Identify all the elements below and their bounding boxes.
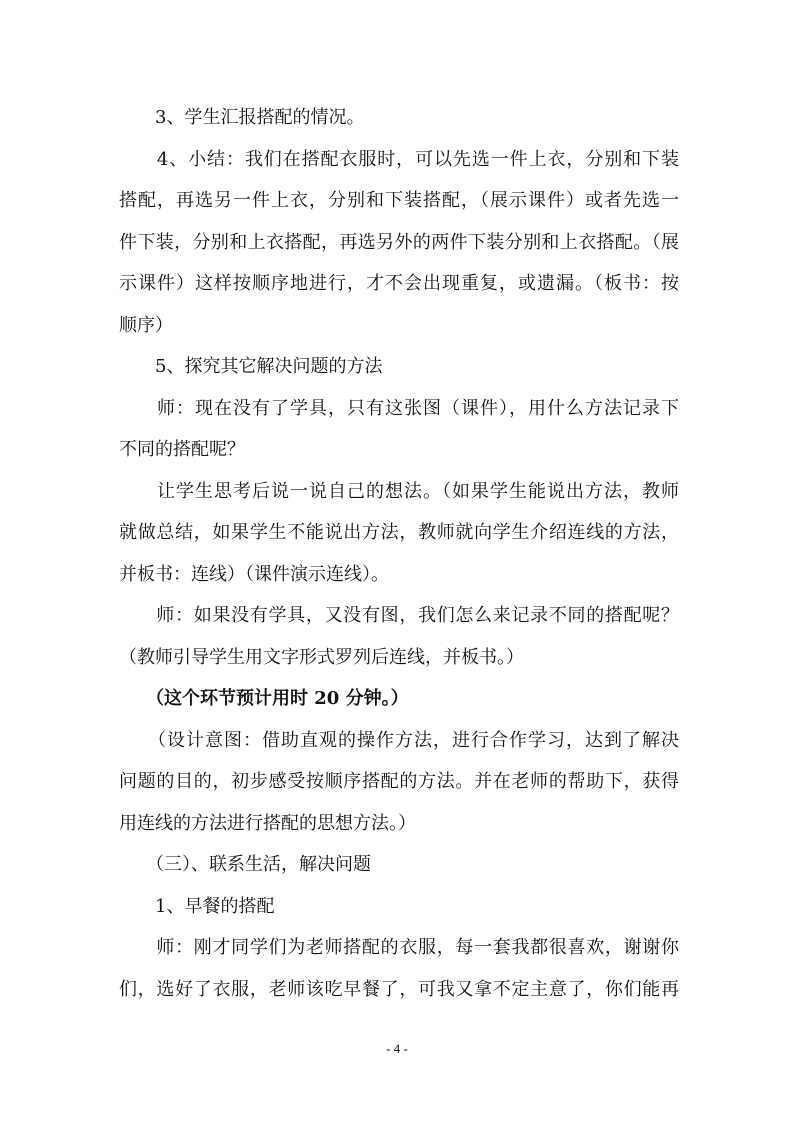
section-heading: 5、探究其它解决问题的方法	[119, 356, 383, 377]
text-line: 问题的目的，初步感受按顺序搭配的方法。并在老师的帮助下，获得	[119, 771, 679, 792]
text-line: 们，选好了衣服，老师该吃早餐了，可我又拿不定主意了，你们能再	[119, 979, 679, 1000]
text-line: 让学生思考后说一说自己的想法。（如果学生能说出方法，教师	[119, 481, 679, 502]
text-line: 不同的搭配呢？	[119, 439, 245, 460]
page-number: - 4 -	[386, 1041, 408, 1056]
text-line: 件下装，分别和上衣搭配，再选另外的两件下装分别和上衣搭配。（展	[119, 232, 679, 253]
text-line: （设计意图：借助直观的操作方法，进行合作学习，达到了解决	[119, 730, 679, 751]
text-line: 用连线的方法进行搭配的思想方法。）	[119, 813, 416, 834]
text-line: 就做总结，如果学生不能说出方法，教师就向学生介绍连线的方法，	[119, 522, 679, 543]
text-line: 3、学生汇报搭配的情况。	[119, 107, 365, 128]
text-line: 搭配，再选另一件上衣，分别和下装搭配，（展示课件）或者先选一	[119, 190, 679, 211]
section-heading: （三）、联系生活，解决问题	[119, 854, 371, 875]
time-note: （这个环节预计用时 20 分钟。）	[119, 688, 409, 709]
subsection-heading: 1、早餐的搭配	[119, 896, 275, 917]
text-line: 师：现在没有了学具，只有这张图（课件），用什么方法记录下	[119, 398, 679, 419]
text-line: 并板书：连线）（课件演示连线）。	[119, 564, 389, 585]
text-line: 4、小结：我们在搭配衣服时，可以先选一件上衣，分别和下装	[119, 149, 679, 170]
text-line: （教师引导学生用文字形式罗列后连线，并板书。）	[119, 647, 524, 668]
text-line: 师：如果没有学具，又没有图，我们怎么来记录不同的搭配呢？	[119, 605, 679, 626]
text-line: 师：刚才同学们为老师搭配的衣服，每一套我都很喜欢，谢谢你	[119, 937, 679, 958]
text-line: 顺序）	[119, 315, 173, 336]
text-line: 示课件）这样按顺序地进行，才不会出现重复，或遗漏。（板书：按	[119, 273, 679, 294]
